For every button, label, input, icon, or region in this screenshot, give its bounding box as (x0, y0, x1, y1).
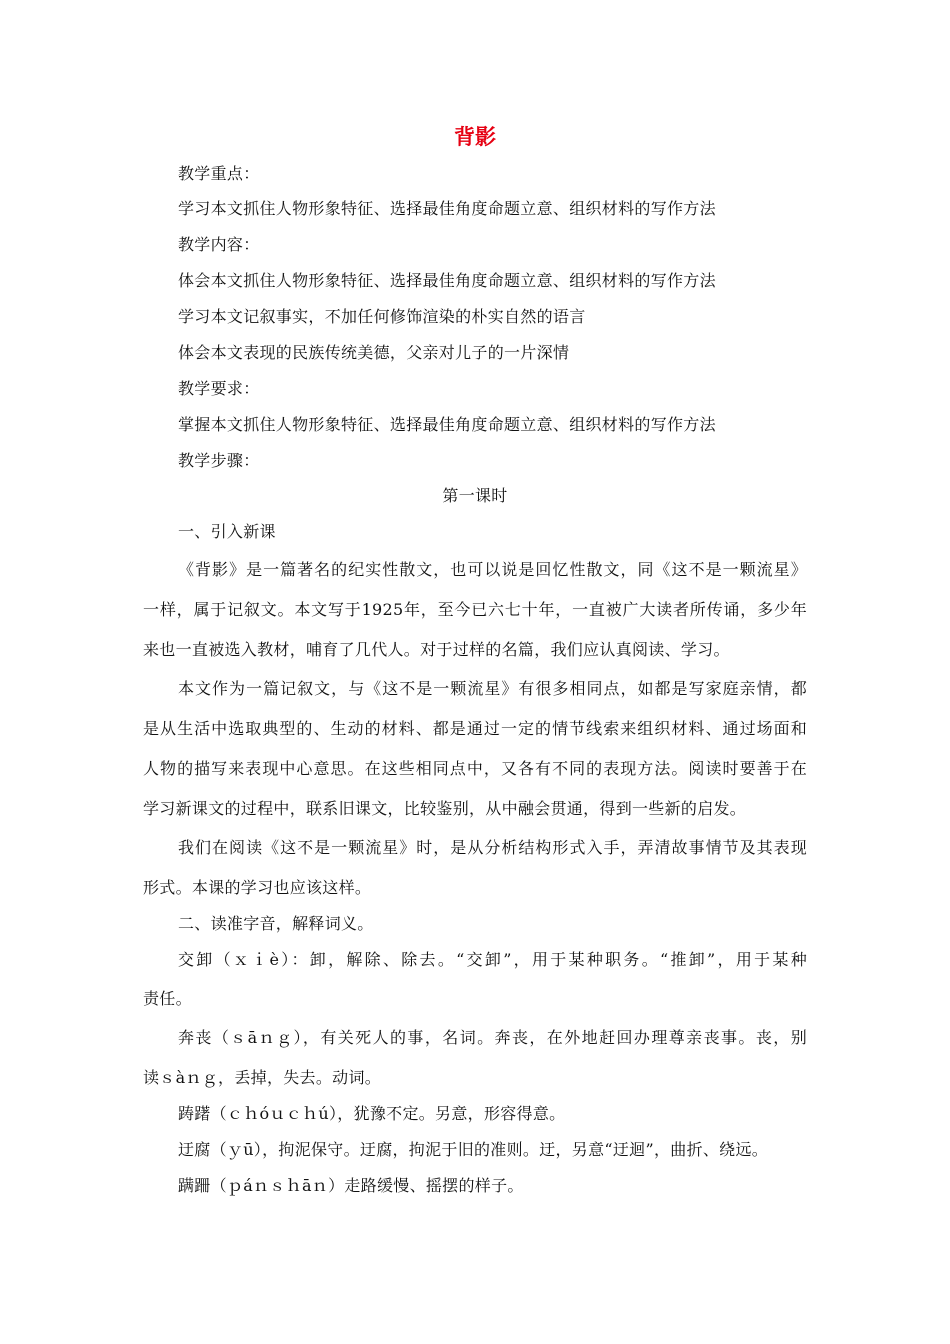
vocabulary-entry: 迂腐（ｙū），拘泥保守。迂腐，拘泥于旧的准则。迂，另意“迂迴”，曲折、绕远。 (178, 1140, 769, 1159)
vocabulary-entry: 奔丧（ｓāｎｇ），有关死人的事，名词。奔丧，在外地赶回办理尊亲丧事。丧，别 (178, 1028, 807, 1047)
paragraph-line: 学习新课文的过程中，联系旧课文，比较鉴别，从中融会贯通，得到一些新的启发。 (143, 799, 747, 818)
subsection-heading: 二、读准字音，解释词义。 (178, 914, 374, 933)
paragraph-line: 体会本文表现的民族传统美德，父亲对儿子的一片深情 (178, 343, 570, 362)
paragraph-line: 本文作为一篇记叙文，与《这不是一颗流星》有很多相同点，如都是写家庭亲情，都 (178, 679, 807, 698)
section-heading-teaching-requirements: 教学要求： (178, 379, 260, 398)
paragraph-line: 体会本文抓住人物形象特征、选择最佳角度命题立意、组织材料的写作方法 (178, 271, 716, 290)
paragraph-line: 人物的描写来表现中心意思。在这些相同点中，又各有不同的表现方法。阅读时要善于在 (143, 759, 807, 778)
section-heading-teaching-focus: 教学重点： (178, 164, 260, 183)
paragraph-line: 《背影》是一篇著名的纪实性散文，也可以说是回忆性散文，同《这不是一颗流星》 (178, 560, 807, 579)
paragraph-line: 来也一直被选入教材，哺育了几代人。对于过样的名篇，我们应认真阅读、学习。 (143, 640, 730, 659)
section-heading-teaching-content: 教学内容： (178, 235, 260, 254)
paragraph-line: 是从生活中选取典型的、生动的材料、都是通过一定的情节线索来组织材料、通过场面和 (143, 719, 807, 738)
paragraph-line: 形式。本课的学习也应该这样。 (143, 878, 372, 897)
paragraph-line: 一样，属于记叙文。本文写于1925年，至今已六七十年，一直被广大读者所传诵，多少年 (143, 600, 807, 619)
document-title: 背影 (454, 125, 496, 149)
vocabulary-entry: 交卸（ｘｉè）：卸，解除、除去。“交卸”，用于某种职务。“推卸”，用于某种 (178, 950, 807, 969)
vocabulary-entry: 蹒跚（ｐáｎｓｈāｎ）走路缓慢、摇摆的样子。 (178, 1176, 524, 1195)
paragraph-line: 学习本文记叙事实，不加任何修饰渲染的朴实自然的语言 (178, 307, 586, 326)
vocabulary-entry-continued: 责任。 (143, 989, 192, 1008)
subsection-heading: 一、引入新课 (178, 522, 276, 541)
section-heading-teaching-steps: 教学步骤： (178, 451, 260, 470)
paragraph-line: 掌握本文抓住人物形象特征、选择最佳角度命题立意、组织材料的写作方法 (178, 415, 716, 434)
paragraph-line: 我们在阅读《这不是一颗流星》时，是从分析结构形式入手，弄清故事情节及其表现 (178, 838, 807, 857)
vocabulary-entry-continued: 读ｓàｎｇ，丢掉，失去。动词。 (143, 1068, 382, 1087)
lesson-heading: 第一课时 (442, 486, 508, 505)
paragraph-line: 学习本文抓住人物形象特征、选择最佳角度命题立意、组织材料的写作方法 (178, 199, 716, 218)
vocabulary-entry: 踌躇（ｃｈóｕｃｈú），犹豫不定。另意，形容得意。 (178, 1104, 566, 1123)
